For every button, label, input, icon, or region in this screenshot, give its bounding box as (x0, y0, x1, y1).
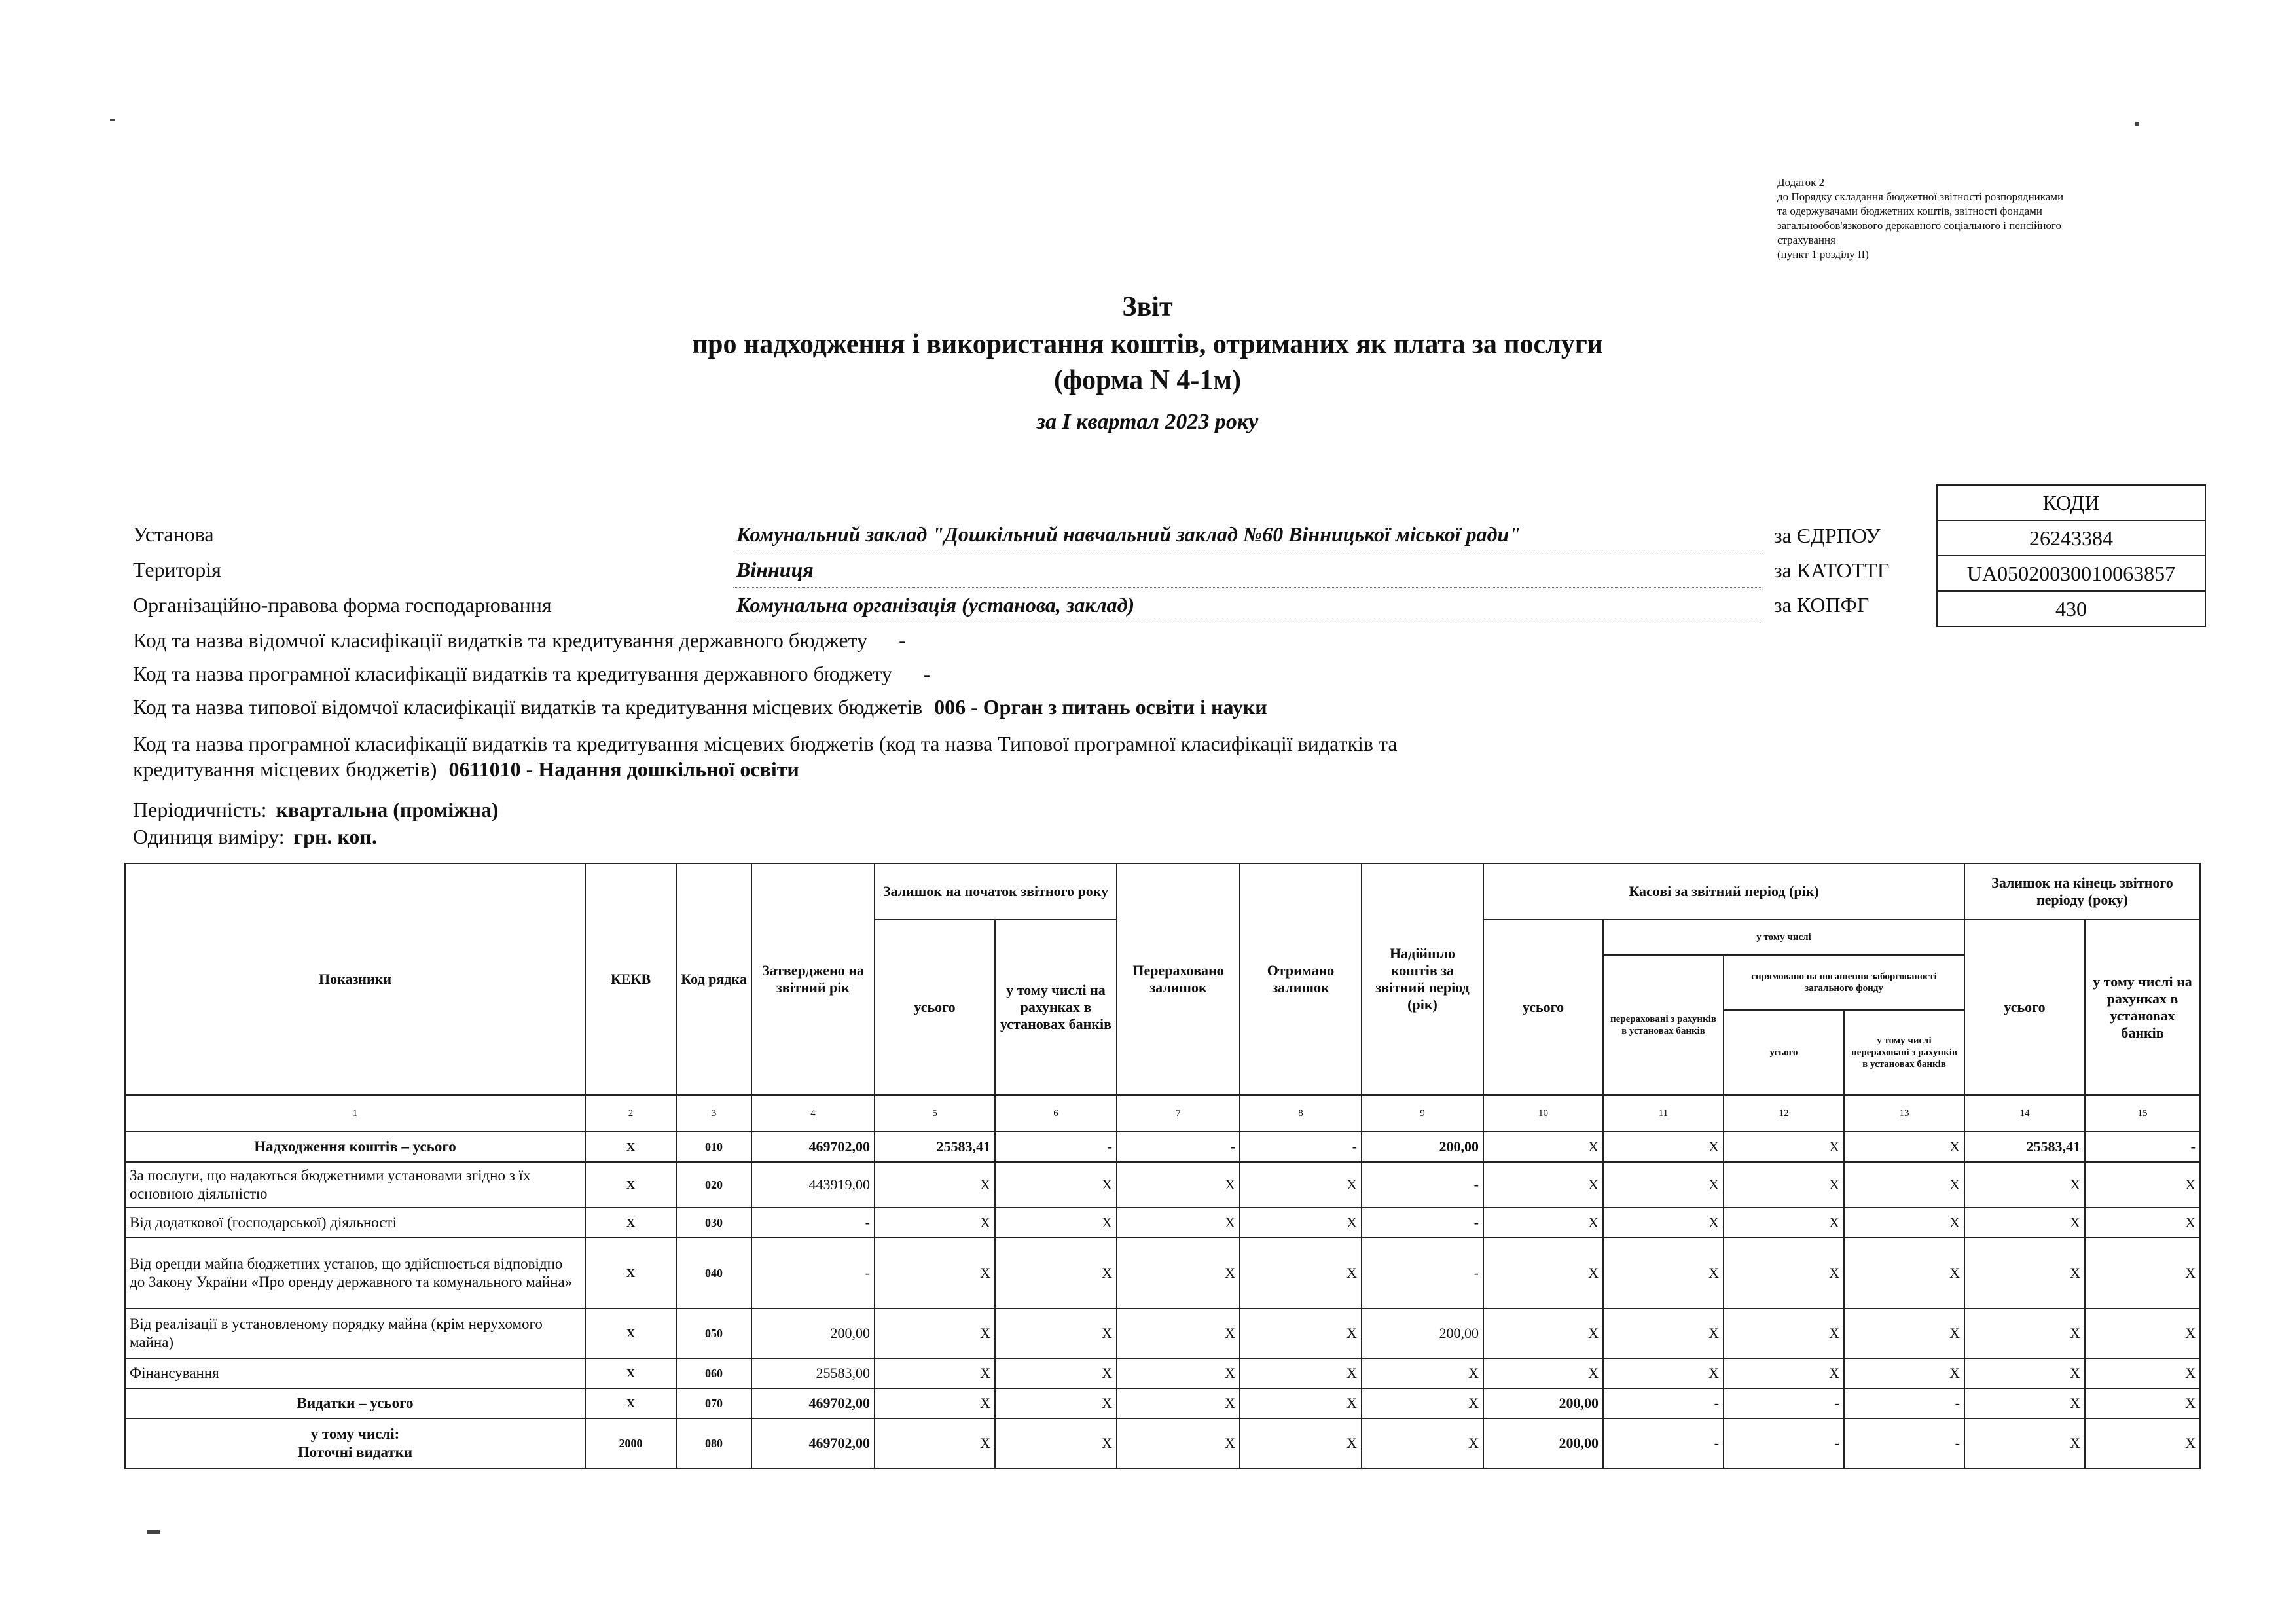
table-cell: - (1603, 1388, 1724, 1418)
table-row (125, 1388, 2200, 1418)
table-row (125, 1208, 2200, 1238)
table-cell: X (585, 1238, 676, 1308)
edrpou-code: 26243384 (1938, 521, 2205, 556)
table-cell: X (1240, 1388, 1362, 1418)
table-cell: 070 (676, 1388, 751, 1418)
table-cell: X (1483, 1308, 1603, 1358)
table-cell: - (1724, 1418, 1844, 1468)
scan-speck (2135, 122, 2139, 126)
table-cell: X (1724, 1238, 1844, 1308)
header-indicators: Показники (125, 863, 585, 1095)
table-cell: X (875, 1418, 995, 1468)
table-row (125, 1132, 2200, 1162)
row-label: Від додаткової (господарської) діяльності (125, 1208, 585, 1238)
table-cell: 200,00 (751, 1308, 875, 1358)
dept-classification-line (133, 628, 906, 653)
report-subtitle: про надходження і використання коштів, отриманих як плата за послуги (691, 329, 1603, 359)
table-cell: 2000 (585, 1418, 676, 1468)
kopfg-label: за КОПФГ (1774, 593, 1870, 617)
header-cash: Касові за звітний період (рік) (1483, 863, 1964, 920)
territory-value: Вінниця (736, 558, 814, 581)
table-cell: X (585, 1308, 676, 1358)
table-cell: X (1844, 1358, 1964, 1388)
row-label: Від реалізації в установленому порядку майна (крім нерухомого майна) (125, 1308, 585, 1358)
appendix-line: (пункт 1 розділу II) (1777, 248, 1869, 261)
table-cell: - (995, 1132, 1117, 1162)
report-table (124, 863, 2201, 1469)
table-body (125, 1132, 2200, 1468)
dept-classification-label: Код та назва відомчої класифікації видатків та кредитування державного бюджету (133, 628, 868, 652)
table-cell: X (995, 1358, 1117, 1388)
table-cell: X (875, 1358, 995, 1388)
table-cell: X (585, 1132, 676, 1162)
header-incoming: Надійшло коштів за звітний період (рік) (1362, 863, 1483, 1095)
table-cell: X (585, 1208, 676, 1238)
column-number: 6 (995, 1095, 1117, 1132)
table-cell: X (1362, 1388, 1483, 1418)
header-transferred-banks: перераховані з рахунків в установах банків (1603, 955, 1724, 1095)
program-classification-line (133, 662, 931, 686)
row-label: у тому числі: Поточні видатки (125, 1418, 585, 1468)
column-number: 2 (585, 1095, 676, 1132)
periodicity-label: Періодичність: (133, 798, 267, 821)
table-cell: X (875, 1238, 995, 1308)
table-cell: X (1964, 1208, 2085, 1238)
table-cell: X (1240, 1162, 1362, 1208)
table-cell: 080 (676, 1418, 751, 1468)
table-cell: - (2085, 1132, 2200, 1162)
table-cell: X (1844, 1162, 1964, 1208)
table-cell: X (1964, 1388, 2085, 1418)
table-cell: X (585, 1388, 676, 1418)
column-number: 9 (1362, 1095, 1483, 1132)
table-cell: X (1240, 1418, 1362, 1468)
table-cell: X (1483, 1208, 1603, 1238)
local-program-line-1: Код та назва програмної класифікації видатків та кредитування місцевих бюджетів (код та назва Типової програмної класифікації видатків та (133, 732, 1398, 755)
table-cell: X (1362, 1418, 1483, 1468)
column-number: 11 (1603, 1095, 1724, 1132)
table-cell: X (1603, 1238, 1724, 1308)
table-cell: X (1240, 1208, 1362, 1238)
header-begin-total: усього (875, 920, 995, 1095)
table-cell: 443919,00 (751, 1162, 875, 1208)
header-end-total: усього (1964, 920, 2085, 1095)
table-cell: - (1724, 1388, 1844, 1418)
program-classification-value: - (923, 662, 931, 685)
program-classification-label: Код та назва програмної класифікації видатків та кредитування державного бюджету (133, 662, 892, 685)
column-number: 14 (1964, 1095, 2085, 1132)
table-cell: X (1844, 1132, 1964, 1162)
table-row (125, 1418, 2200, 1468)
periodicity-value: квартальна (проміжна) (276, 798, 499, 821)
scan-speck (147, 1530, 160, 1534)
table-cell: X (1603, 1308, 1724, 1358)
row-label: За послуги, що надаються бюджетними установами згідно з їх основною діяльністю (125, 1162, 585, 1208)
local-program-label: кредитування місцевих бюджетів) (133, 757, 437, 781)
appendix-line: Додаток 2 (1777, 176, 1825, 189)
table-cell: X (1844, 1238, 1964, 1308)
table-cell: X (585, 1162, 676, 1208)
table-cell: X (995, 1308, 1117, 1358)
table-cell: X (995, 1418, 1117, 1468)
table-cell: - (1117, 1132, 1240, 1162)
table-cell: - (1844, 1388, 1964, 1418)
column-number: 3 (676, 1095, 751, 1132)
header-cash-total: усього (1483, 920, 1603, 1095)
table-cell: X (1964, 1162, 2085, 1208)
table-cell: 030 (676, 1208, 751, 1238)
table-cell: 469702,00 (751, 1388, 875, 1418)
dept-classification-value: - (899, 628, 906, 652)
territory-underline (733, 587, 1761, 588)
table-cell: 050 (676, 1308, 751, 1358)
table-cell: X (1240, 1238, 1362, 1308)
column-number: 10 (1483, 1095, 1603, 1132)
table-cell: X (1117, 1208, 1240, 1238)
table-cell: X (1964, 1308, 2085, 1358)
table-cell: X (875, 1208, 995, 1238)
scan-speck (110, 119, 115, 121)
table-cell: 25583,00 (751, 1358, 875, 1388)
table-cell: X (2085, 1308, 2200, 1358)
table-cell: 060 (676, 1358, 751, 1388)
appendix-line: до Порядку складання бюджетної звітності розпорядниками (1777, 190, 2064, 203)
unit-label: Одиниця виміру: (133, 825, 285, 848)
header-end-balance: Залишок на кінець звітного періоду (року) (1964, 863, 2200, 920)
table-cell: X (995, 1162, 1117, 1208)
table-cell: X (1724, 1162, 1844, 1208)
table-cell: X (1483, 1358, 1603, 1388)
table-cell: X (1603, 1132, 1724, 1162)
row-label: Видатки – усього (125, 1388, 585, 1418)
table-cell: X (1117, 1418, 1240, 1468)
appendix-line: страхування (1777, 234, 1835, 246)
local-program-line-2 (133, 757, 799, 782)
edrpou-label: за ЄДРПОУ (1774, 524, 1881, 547)
appendix-line: загальнообов'язкового державного соціального і пенсійного (1777, 219, 2061, 232)
appendix-note (1777, 175, 2196, 262)
institution-label: Установа (133, 522, 214, 546)
table-cell: - (1362, 1162, 1483, 1208)
table-cell: X (1844, 1308, 1964, 1358)
table-cell: X (1483, 1238, 1603, 1308)
table-cell: X (1117, 1358, 1240, 1388)
table-cell: 469702,00 (751, 1418, 875, 1468)
header-debt-total: усього (1724, 1010, 1844, 1095)
table-cell: - (751, 1238, 875, 1308)
table-cell: X (2085, 1418, 2200, 1468)
header-end-incl-banks: у тому числі на рахунках в установах банків (2085, 920, 2200, 1095)
row-label: Надходження коштів – усього (125, 1132, 585, 1162)
codes-box (1936, 484, 2206, 627)
table-cell: X (1240, 1358, 1362, 1388)
legal-form-label: Організаційно-правова форма господарювання (133, 593, 552, 617)
table-cell: 010 (676, 1132, 751, 1162)
row-label: Від оренди майна бюджетних установ, що здійснюється відповідно до Закону України «Про оренду державного та комунального майна» (125, 1238, 585, 1308)
header-debt-repay: спрямовано на погашення заборгованості загального фонду (1724, 955, 1964, 1010)
table-cell: X (1964, 1238, 2085, 1308)
typical-classification-value: 006 - Орган з питань освіти і науки (934, 695, 1267, 719)
column-number: 1 (125, 1095, 585, 1132)
table-cell: X (995, 1388, 1117, 1418)
table-cell: X (1603, 1162, 1724, 1208)
table-cell: X (995, 1238, 1117, 1308)
header-debt-incl-banks: у тому числі перераховані з рахунків в установах банків (1844, 1010, 1964, 1095)
table-cell: X (1362, 1358, 1483, 1388)
table-cell: X (995, 1208, 1117, 1238)
table-cell: - (1240, 1132, 1362, 1162)
codes-header: КОДИ (1938, 486, 2205, 521)
table-cell: 200,00 (1483, 1388, 1603, 1418)
unit-value: грн. коп. (293, 825, 377, 848)
table-cell: X (875, 1308, 995, 1358)
column-number: 4 (751, 1095, 875, 1132)
table-cell: 020 (676, 1162, 751, 1208)
unit-line (133, 825, 377, 849)
report-period: за I квартал 2023 року (1036, 410, 1259, 434)
table-cell: - (1362, 1208, 1483, 1238)
table-cell: X (2085, 1208, 2200, 1238)
table-cell: X (1483, 1132, 1603, 1162)
header-begin-incl-banks: у тому числі на рахунках в установах банків (995, 920, 1117, 1095)
table-row (125, 1238, 2200, 1308)
report-form-number: (форма N 4-1м) (1053, 365, 1241, 395)
institution-value: Комунальний заклад "Дошкільний навчальний заклад №60 Вінницької міської ради" (736, 522, 1521, 546)
kopfg-code: 430 (2055, 597, 2087, 621)
table-cell: X (875, 1162, 995, 1208)
table-row (125, 1358, 2200, 1388)
table-cell: - (1844, 1418, 1964, 1468)
table-cell: 200,00 (1362, 1132, 1483, 1162)
table-cell: X (1483, 1162, 1603, 1208)
column-number: 8 (1240, 1095, 1362, 1132)
table-cell: 200,00 (1362, 1308, 1483, 1358)
typical-classification-line (133, 695, 1267, 719)
table-cell: X (1240, 1308, 1362, 1358)
table-row (125, 1162, 2200, 1208)
table-cell: X (1117, 1238, 1240, 1308)
table-cell: X (2085, 1388, 2200, 1418)
header-approved: Затверджено на звітний рік (751, 863, 875, 1095)
column-numbers-row (125, 1095, 2200, 1132)
table-cell: X (875, 1388, 995, 1418)
column-number: 13 (1844, 1095, 1964, 1132)
table-cell: X (1964, 1418, 2085, 1468)
table-cell: 25583,41 (875, 1132, 995, 1162)
table-cell: 200,00 (1483, 1418, 1603, 1468)
katottg-label: за КАТОТТГ (1774, 558, 1890, 582)
katottg-code: UA05020030010063857 (1938, 556, 2205, 592)
table-cell: - (1603, 1418, 1724, 1468)
header-received: Отримано залишок (1240, 863, 1362, 1095)
table-cell: X (1117, 1308, 1240, 1358)
header-cash-incl: у тому числі (1603, 920, 1964, 955)
report-title: Звіт (1122, 292, 1173, 322)
table-cell: 469702,00 (751, 1132, 875, 1162)
table-cell: X (1724, 1308, 1844, 1358)
table-cell: X (1724, 1358, 1844, 1388)
table-cell: X (1117, 1162, 1240, 1208)
table-cell: X (1844, 1208, 1964, 1238)
table-row (125, 1308, 2200, 1358)
column-number: 5 (875, 1095, 995, 1132)
header-transferred: Перераховано залишок (1117, 863, 1240, 1095)
table-cell: X (585, 1358, 676, 1388)
row-label: Фінансування (125, 1358, 585, 1388)
territory-label: Територія (133, 558, 221, 581)
legal-form-value: Комунальна організація (установа, заклад) (736, 593, 1135, 617)
header-begin-balance: Залишок на початок звітного року (875, 863, 1117, 920)
local-program-value: 0611010 - Надання дошкільної освіти (448, 757, 799, 781)
column-number: 15 (2085, 1095, 2200, 1132)
table-cell: 040 (676, 1238, 751, 1308)
table-cell: X (1117, 1388, 1240, 1418)
typical-classification-label: Код та назва типової відомчої класифікації видатків та кредитування місцевих бюджетів (133, 695, 923, 719)
table-cell: X (2085, 1162, 2200, 1208)
periodicity-line (133, 798, 499, 822)
table-cell: X (1724, 1208, 1844, 1238)
appendix-line: та одержувачами бюджетних коштів, звітності фондами (1777, 205, 2043, 217)
table-cell: - (751, 1208, 875, 1238)
table-cell: X (1603, 1208, 1724, 1238)
table-cell: X (2085, 1238, 2200, 1308)
header-kekv: КЕКВ (585, 863, 676, 1095)
header-row-code: Код рядка (676, 863, 751, 1095)
table-cell: X (1603, 1358, 1724, 1388)
table-cell: 25583,41 (1964, 1132, 2085, 1162)
table-cell: X (2085, 1358, 2200, 1388)
column-number: 12 (1724, 1095, 1844, 1132)
table-cell: X (1964, 1358, 2085, 1388)
column-number: 7 (1117, 1095, 1240, 1132)
table-cell: - (1362, 1238, 1483, 1308)
table-cell: X (1724, 1132, 1844, 1162)
